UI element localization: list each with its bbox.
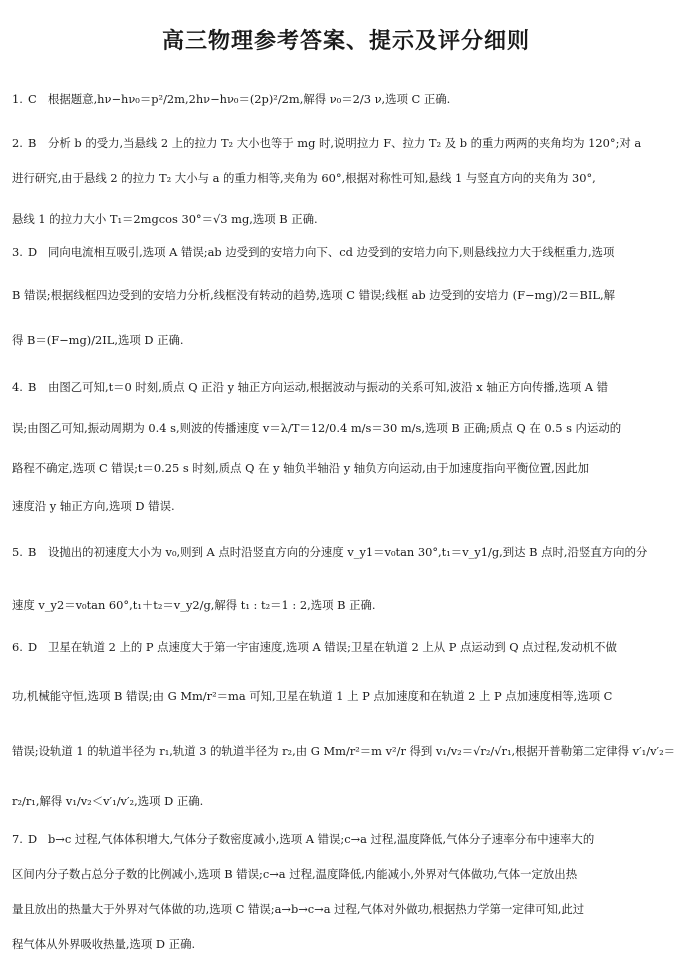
- item-answer: D: [28, 640, 38, 654]
- answer-line: [12, 499, 680, 514]
- line-text: b→c 过程,气体体积增大,气体分子数密度减小,选项 A 错误;c→a 过程,温度降低,气体分子速率分布中速率大的: [48, 832, 595, 846]
- item-answer: C: [28, 92, 37, 106]
- answer-item-4: [12, 380, 680, 514]
- answer-item-2: [12, 136, 680, 227]
- answer-item-6: [12, 640, 680, 809]
- line-text: 得 B＝(F−mg)/2IL,选项 D 正确.: [12, 333, 184, 347]
- line-text: 路程不确定,选项 C 错误;t＝0.25 s 时刻,质点 Q 在 y 轴负半轴沿 y 轴负方向运动,由于加速度指向平衡位置,因此加: [12, 461, 589, 475]
- answer-line: [12, 245, 680, 260]
- line-text: 悬线 1 的拉力大小 T₁＝2mgcos 30°＝√3 mg,选项 B 正确.: [12, 212, 318, 226]
- item-answer: D: [28, 245, 38, 259]
- item-answer: D: [28, 832, 38, 846]
- answer-line: [12, 136, 680, 151]
- answer-item-5: [12, 545, 680, 613]
- line-text: 误;由图乙可知,振动周期为 0.4 s,则波的传播速度 v＝λ/T＝12/0.4 m/s＝30 m/s,选项 B 正确;质点 Q 在 0.5 s 内运动的: [12, 421, 622, 435]
- item-number: 4.: [12, 380, 23, 394]
- line-text: 分析 b 的受力,当悬线 2 上的拉力 T₂ 大小也等于 mg 时,说明拉力 F、拉力 T₂ 及 b 的重力两两的夹角均为 120°;对 a: [48, 136, 642, 150]
- answer-item-1: [12, 92, 680, 107]
- line-text: 区间内分子数占总分子数的比例减小,选项 B 错误;c→a 过程,温度降低,内能减小,外界对气体做功,气体一定放出热: [12, 867, 578, 881]
- answer-line: [12, 545, 680, 560]
- item-number: 1.: [12, 92, 23, 106]
- answer-line: [12, 333, 680, 348]
- line-text: 量且放出的热量大于外界对气体做的功,选项 C 错误;a→b→c→a 过程,气体对外做功,根据热力学第一定律可知,此过: [12, 902, 585, 916]
- answer-line: [12, 902, 680, 917]
- answer-line: [12, 832, 680, 847]
- line-text: 进行研究,由于悬线 2 的拉力 T₂ 大小与 a 的重力相等,夹角为 60°,根据对称性可知,悬线 1 与竖直方向的夹角为 30°,: [12, 171, 596, 185]
- line-text: 功,机械能守恒,选项 B 错误;由 G Mm/r²＝ma 可知,卫星在轨道 1 上 P 点加速度和在轨道 2 上 P 点加速度相等,选项 C: [12, 689, 613, 703]
- item-answer: B: [28, 136, 37, 150]
- answer-line: [12, 937, 680, 952]
- answer-line: [12, 288, 680, 303]
- page-title: 高三物理参考答案、提示及评分细则: [161, 29, 530, 54]
- answer-line: [12, 171, 680, 186]
- answer-line: [12, 598, 680, 613]
- line-text: 程气体从外界吸收热量,选项 D 正确.: [12, 937, 196, 951]
- item-number: 7.: [12, 832, 23, 846]
- answer-line: [12, 421, 680, 436]
- line-text: 速度 v_y2＝v₀tan 60°,t₁＋t₂＝v_y2/g,解得 t₁ : t₂＝1 : 2,选项 B 正确.: [12, 598, 376, 612]
- item-number: 6.: [12, 640, 23, 654]
- item-answer: B: [28, 545, 37, 559]
- answer-line: [12, 744, 680, 759]
- line-text: 同向电流相互吸引,选项 A 错误;ab 边受到的安培力向下、cd 边受到的安培力向下,则悬线拉力大于线框重力,选项: [48, 245, 615, 259]
- line-text: 由图乙可知,t＝0 时刻,质点 Q 正沿 y 轴正方向运动,根据波动与振动的关系可知,波沿 x 轴正方向传播,选项 A 错: [48, 380, 608, 394]
- item-answer: B: [28, 380, 37, 394]
- answer-line: [12, 794, 680, 809]
- item-number: 3.: [12, 245, 23, 259]
- line-text: 设抛出的初速度大小为 v₀,则到 A 点时沿竖直方向的分速度 v_y1＝v₀tan 30°,t₁＝v_y1/g,到达 B 点时,沿竖直方向的分: [48, 545, 648, 559]
- answer-item-3: [12, 245, 680, 348]
- item-number: 2.: [12, 136, 23, 150]
- answer-line: [12, 461, 680, 476]
- line-text: r₂/r₁,解得 v₁/v₂＜v′₁/v′₂,选项 D 正确.: [12, 794, 204, 808]
- item-number: 5.: [12, 545, 23, 559]
- line-text: 错误;设轨道 1 的轨道半径为 r₁,轨道 3 的轨道半径为 r₂,由 G Mm/r²＝m v²/r 得到 v₁/v₂＝√r₂/√r₁,根据开普勒第二定律得 v′₁/v′₂＝: [12, 744, 676, 758]
- answer-line: [12, 640, 680, 655]
- line-text: 卫星在轨道 2 上的 P 点速度大于第一宇宙速度,选项 A 错误;卫星在轨道 2 上从 P 点运动到 Q 点过程,发动机不做: [48, 640, 617, 654]
- line-text: 根据题意,hν−hν₀＝p²/2m,2hν−hν₀＝(2p)²/2m,解得 ν₀＝2/3 ν,选项 C 正确.: [48, 92, 451, 106]
- line-text: B 错误;根据线框四边受到的安培力分析,线框没有转动的趋势,选项 C 错误;线框 ab 边受到的安培力 (F−mg)/2＝BIL,解: [12, 288, 616, 302]
- line-text: 速度沿 y 轴正方向,选项 D 错误.: [12, 499, 175, 513]
- answer-line: [12, 380, 680, 395]
- answer-line: [12, 212, 680, 227]
- answer-line: [12, 867, 680, 882]
- answer-line: [12, 92, 680, 107]
- answer-item-7: [12, 832, 680, 952]
- answer-line: [12, 689, 680, 704]
